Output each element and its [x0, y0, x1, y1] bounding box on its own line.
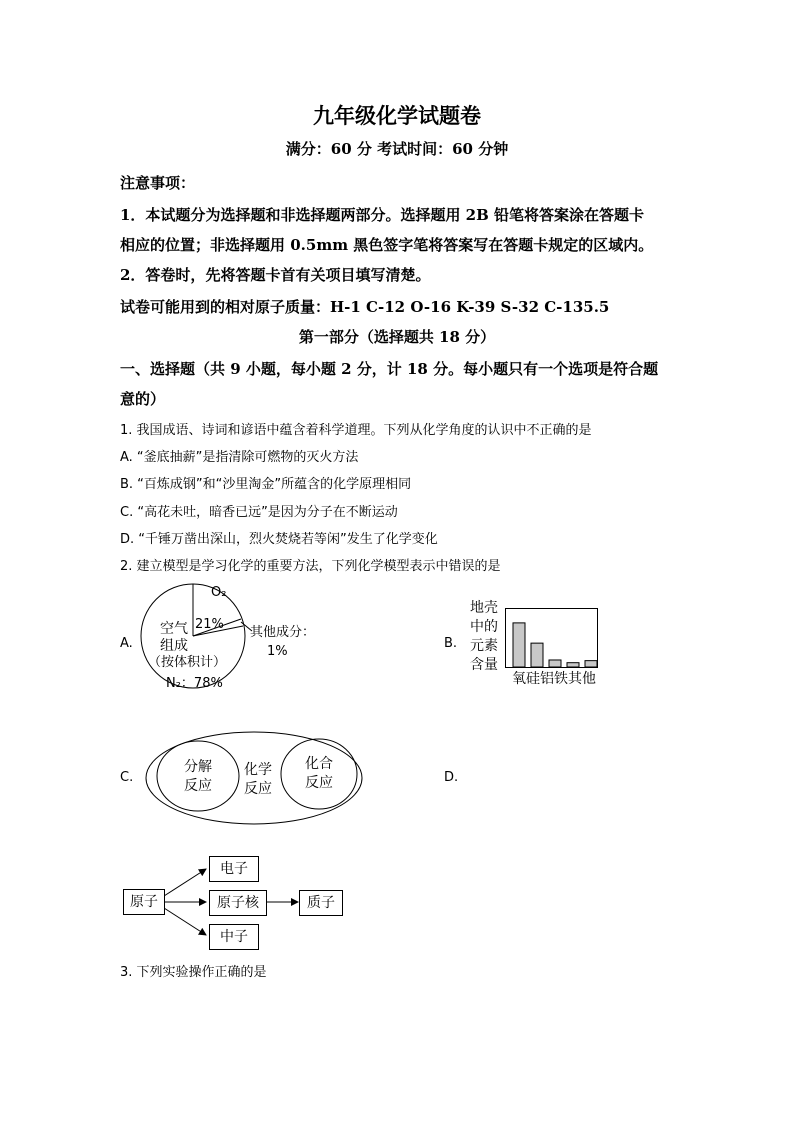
- page-title: 九年级化学试题卷: [313, 103, 481, 128]
- section-1-line-1: 一、选择题（共 9 小题，每小题 2 分，计 18 分。每小题只有一个选项是符合题: [120, 360, 659, 378]
- atomic-mass-line: 试卷可能用到的相对原子质量：H-1 C-12 O-16 K-39 S-32 C-135.5: [120, 298, 610, 316]
- bar-氧: [513, 623, 525, 667]
- bar-ylabel-line-3: 元素: [470, 638, 498, 654]
- notice-item-1-line-2: 相应的位置；非选择题用 0.5mm 黑色签字笔将答案写在答题卡规定的区域内。: [120, 236, 654, 254]
- pie-n2-label: N₂：78%: [166, 676, 223, 691]
- bar-ylabel-line-4: 含量: [470, 657, 498, 673]
- notice-heading: 注意事项：: [120, 174, 196, 192]
- notice-item-2: 2．答卷时，先将答题卡首有关项目填写清楚。: [120, 266, 431, 284]
- arrow-atom-to-neutron: [164, 908, 206, 935]
- venn-left-label-1: 分解: [184, 759, 212, 775]
- bar-硅: [531, 643, 543, 667]
- pie-air-label-2: 组成: [160, 638, 188, 654]
- venn-left-label-2: 反应: [184, 778, 212, 794]
- arrow-atom-to-electron: [164, 869, 206, 896]
- bar-ylabel-line-2: 中的: [470, 619, 498, 635]
- venn-right-label-1: 化合: [305, 756, 333, 772]
- score-time-line: 满分：60 分 考试时间：60 分钟: [285, 140, 509, 158]
- box-neutron: 中子: [209, 924, 259, 950]
- venn-combination-ellipse: [281, 739, 357, 809]
- bar-ylabel-line-1: 地壳: [470, 600, 498, 616]
- pie-air-label-3: （按体积计）: [148, 655, 227, 670]
- pie-other-label: 其他成分：: [250, 625, 316, 640]
- pie-o2-label: O₂: [211, 585, 227, 600]
- question-1-stem: 1. 我国成语、诗词和谚语中蕴含着科学道理。下列从化学角度的认识中不正确的是: [120, 423, 592, 438]
- bar-xlabel: 氧硅铝铁其他: [512, 671, 596, 687]
- part-1-heading: 第一部分（选择题共 18 分）: [298, 328, 496, 346]
- question-2-label-d: D.: [444, 770, 459, 785]
- pie-other-pct: 1%: [267, 644, 288, 659]
- bar-其他: [585, 661, 597, 667]
- bar-铝: [549, 660, 561, 667]
- pie-o2-pct: 21%: [195, 617, 224, 632]
- box-proton: 质子: [299, 890, 343, 916]
- pie-air-label-1: 空气: [160, 621, 188, 637]
- air-composition-pie: [140, 580, 340, 700]
- question-2-label-b: B.: [444, 636, 458, 651]
- crust-element-bar-chart: [505, 608, 601, 670]
- question-2-label-a: A.: [120, 636, 133, 651]
- notice-item-1-line-1: 1．本试题分为选择题和非选择题两部分。选择题用 2B 铅笔将答案涂在答题卡: [120, 206, 644, 224]
- question-2-label-c: C.: [120, 770, 134, 785]
- question-3-stem: 3. 下列实验操作正确的是: [120, 965, 267, 980]
- question-1-option-a: A. “釜底抽薪”是指清除可燃物的灭火方法: [120, 450, 359, 465]
- venn-right-label-2: 反应: [305, 775, 333, 791]
- venn-mid-label-2: 反应: [244, 781, 272, 797]
- box-atom: 原子: [123, 889, 165, 915]
- question-1-option-c: C. “高花未吐，暗香已远”是因为分子在不断运动: [120, 505, 398, 520]
- bar-ylabel: [470, 599, 498, 675]
- reaction-venn-diagram: [140, 728, 370, 828]
- bar-铁: [567, 663, 579, 667]
- venn-mid-label-1: 化学: [244, 762, 272, 778]
- question-1-option-b: B. “百炼成钢”和“沙里淘金”所蕴含的化学原理相同: [120, 477, 412, 492]
- box-nucleus: 原子核: [209, 890, 267, 916]
- section-1-line-2: 意的）: [120, 390, 166, 408]
- venn-decomposition-ellipse: [157, 741, 239, 811]
- question-2-stem: 2. 建立模型是学习化学的重要方法，下列化学模型表示中错误的是: [120, 559, 501, 574]
- question-1-option-d: D. “千锤万凿出深山，烈火焚烧若等闲”发生了化学变化: [120, 532, 438, 547]
- box-electron: 电子: [209, 856, 259, 882]
